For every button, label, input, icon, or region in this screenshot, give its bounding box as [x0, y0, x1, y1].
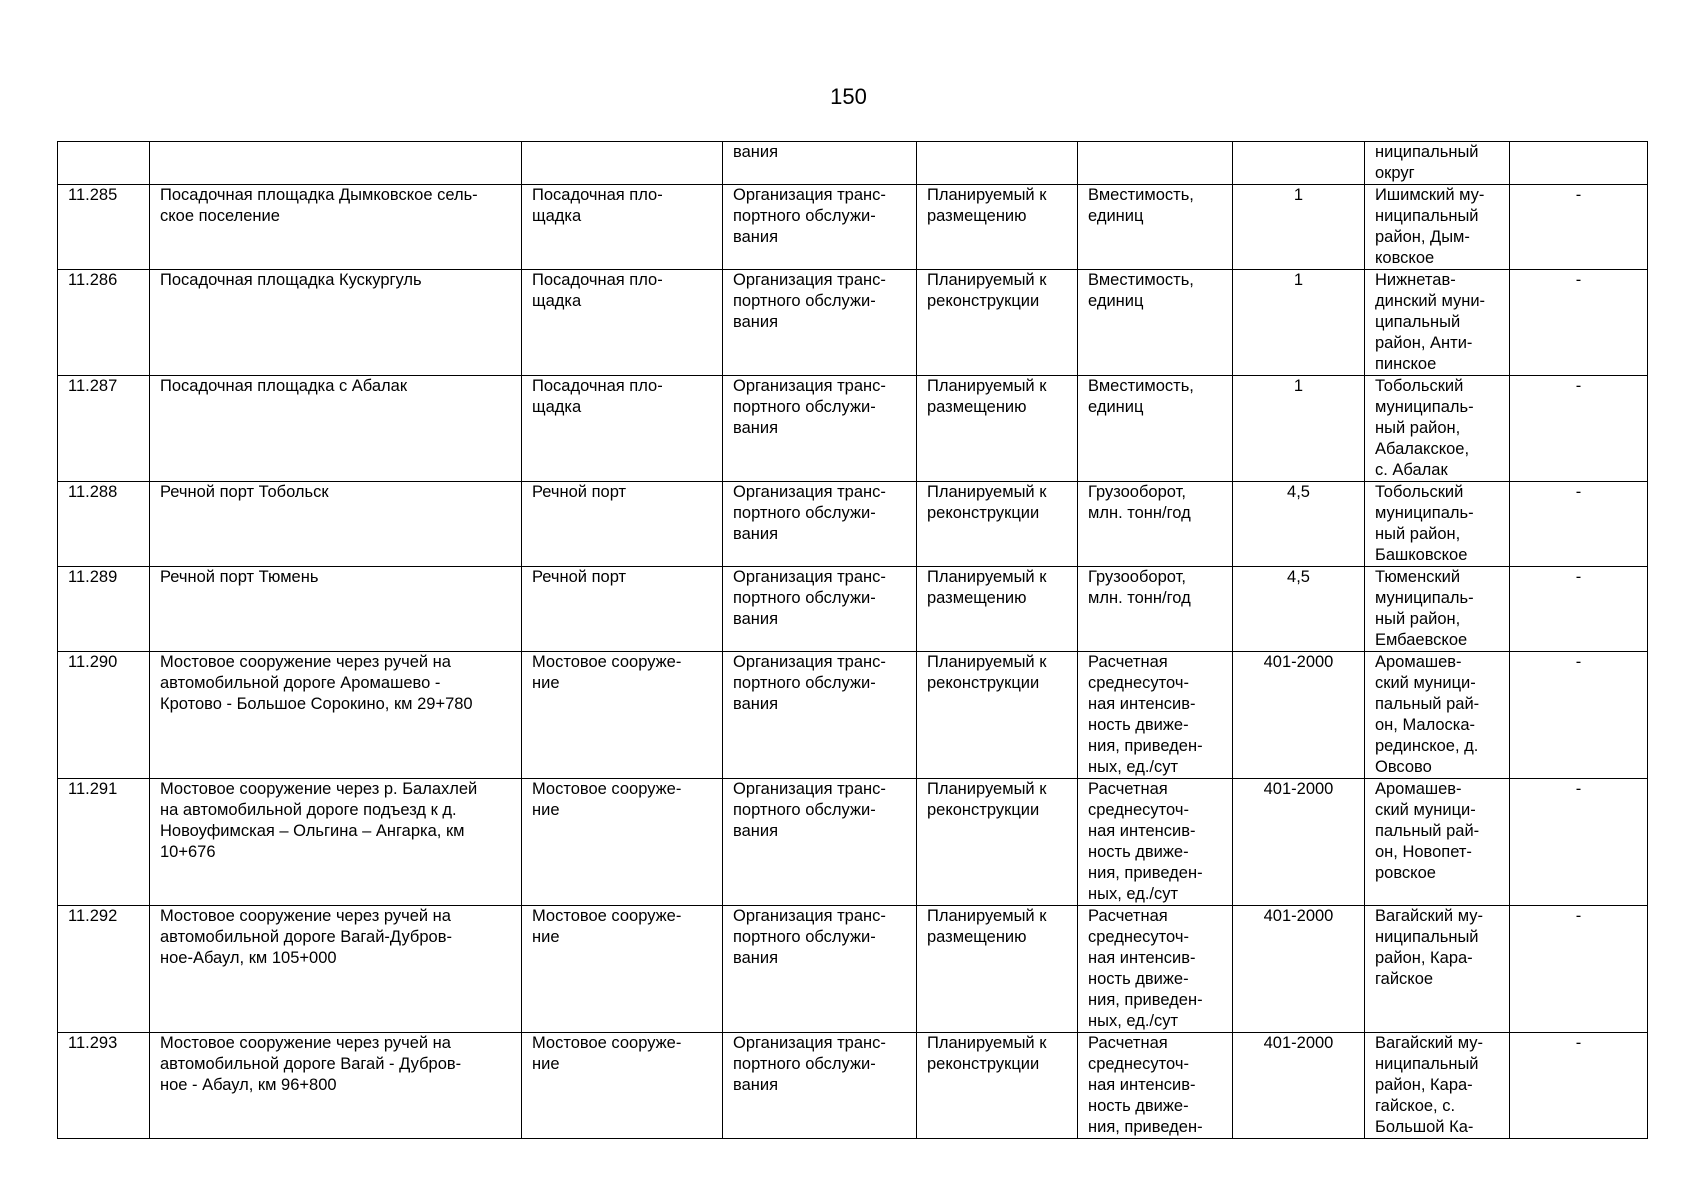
parameter-name: Расчетная среднесуточ- ная интенсив- ность движе- ния, приведен- ных, ед./сут	[1078, 779, 1233, 906]
parameter-name: Вместимость, единиц	[1078, 376, 1233, 482]
parameter-name: Грузооборот, млн. тонн/год	[1078, 482, 1233, 567]
table-row	[58, 142, 1648, 185]
parameter-value	[1233, 142, 1365, 185]
row-number	[58, 142, 150, 185]
object-status: Планируемый к реконструкции	[917, 779, 1078, 906]
object-status: Планируемый к размещению	[917, 376, 1078, 482]
object-location: Тобольский муниципаль- ный район, Абалакское, с. Абалак	[1365, 376, 1510, 482]
row-number: 11.292	[58, 906, 150, 1033]
parameter-name	[1078, 142, 1233, 185]
object-status	[917, 142, 1078, 185]
object-status: Планируемый к реконструкции	[917, 652, 1078, 779]
object-location: ниципальный округ	[1365, 142, 1510, 185]
row-number: 11.287	[58, 376, 150, 482]
parameter-name: Вместимость, единиц	[1078, 270, 1233, 376]
object-purpose: Организация транс- портного обслужи- вания	[723, 185, 917, 270]
object-location: Ишимский му- ниципальный район, Дым- ковское	[1365, 185, 1510, 270]
row-number: 11.288	[58, 482, 150, 567]
object-location: Аромашев- ский муници- пальный рай- он, Малоска- рединское, д. Овсово	[1365, 652, 1510, 779]
object-type: Посадочная пло- щадка	[522, 376, 723, 482]
parameter-name: Расчетная среднесуточ- ная интенсив- ность движе- ния, приведен- ных, ед./сут	[1078, 906, 1233, 1033]
object-name: Мостовое сооружение через ручей на автомобильной дороге Аромашево - Кротово - Большое Сорокино, км 29+780	[150, 652, 522, 779]
object-note	[1510, 142, 1648, 185]
object-note: -	[1510, 270, 1648, 376]
object-note: -	[1510, 482, 1648, 567]
parameter-value: 4,5	[1233, 482, 1365, 567]
object-purpose: Организация транс- портного обслужи- вания	[723, 1033, 917, 1139]
object-type: Мостовое сооруже- ние	[522, 906, 723, 1033]
parameter-value: 1	[1233, 270, 1365, 376]
object-type: Речной порт	[522, 482, 723, 567]
object-note: -	[1510, 376, 1648, 482]
parameter-name: Грузооборот, млн. тонн/год	[1078, 567, 1233, 652]
table-row	[58, 482, 1648, 567]
object-location: Вагайский му- ниципальный район, Кара- гайское	[1365, 906, 1510, 1033]
object-type	[522, 142, 723, 185]
object-name: Посадочная площадка Кускургуль	[150, 270, 522, 376]
parameter-value: 1	[1233, 185, 1365, 270]
parameter-value: 401-2000	[1233, 652, 1365, 779]
parameter-value: 1	[1233, 376, 1365, 482]
object-name: Посадочная площадка с Абалак	[150, 376, 522, 482]
parameter-value: 401-2000	[1233, 1033, 1365, 1139]
object-purpose: Организация транс- портного обслужи- вания	[723, 906, 917, 1033]
object-note: -	[1510, 1033, 1648, 1139]
object-location: Аромашев- ский муници- пальный рай- он, Новопет- ровское	[1365, 779, 1510, 906]
table-row	[58, 270, 1648, 376]
object-name: Мостовое сооружение через ручей на автомобильной дороге Вагай - Дубров- ное - Абаул, км 96+800	[150, 1033, 522, 1139]
object-name	[150, 142, 522, 185]
object-location: Вагайский му- ниципальный район, Кара- гайское, с. Большой Ка-	[1365, 1033, 1510, 1139]
object-name: Посадочная площадка Дымковское сель- ское поселение	[150, 185, 522, 270]
object-purpose: Организация транс- портного обслужи- вания	[723, 376, 917, 482]
table-body	[58, 142, 1648, 1139]
object-note: -	[1510, 567, 1648, 652]
page-number: 150	[830, 84, 867, 109]
object-status: Планируемый к реконструкции	[917, 270, 1078, 376]
table-row	[58, 1033, 1648, 1139]
object-type: Мостовое сооруже- ние	[522, 1033, 723, 1139]
table-row	[58, 185, 1648, 270]
row-number: 11.291	[58, 779, 150, 906]
object-location: Тобольский муниципаль- ный район, Башковское	[1365, 482, 1510, 567]
parameter-name: Расчетная среднесуточ- ная интенсив- ность движе- ния, приведен- ных, ед./сут	[1078, 652, 1233, 779]
object-purpose: Организация транс- портного обслужи- вания	[723, 270, 917, 376]
parameter-name: Вместимость, единиц	[1078, 185, 1233, 270]
object-name: Мостовое сооружение через ручей на автомобильной дороге Вагай-Дубров- ное-Абаул, км 105+000	[150, 906, 522, 1033]
parameter-value: 401-2000	[1233, 906, 1365, 1033]
object-note: -	[1510, 652, 1648, 779]
facilities-table	[57, 141, 1648, 1139]
parameter-name: Расчетная среднесуточ- ная интенсив- ность движе- ния, приведен-	[1078, 1033, 1233, 1139]
row-number: 11.293	[58, 1033, 150, 1139]
object-name: Речной порт Тобольск	[150, 482, 522, 567]
object-status: Планируемый к размещению	[917, 906, 1078, 1033]
table-row	[58, 906, 1648, 1033]
object-note: -	[1510, 779, 1648, 906]
object-purpose: Организация транс- портного обслужи- вания	[723, 482, 917, 567]
row-number: 11.285	[58, 185, 150, 270]
object-type: Мостовое сооруже- ние	[522, 779, 723, 906]
object-status: Планируемый к размещению	[917, 567, 1078, 652]
object-name: Мостовое сооружение через р. Балахлей на автомобильной дороге подъезд к д. Новоуфимская – Ольгина – Ангарка, км 10+676	[150, 779, 522, 906]
object-purpose: Организация транс- портного обслужи- вания	[723, 779, 917, 906]
parameter-value: 401-2000	[1233, 779, 1365, 906]
object-note: -	[1510, 906, 1648, 1033]
object-type: Посадочная пло- щадка	[522, 270, 723, 376]
object-note: -	[1510, 185, 1648, 270]
row-number: 11.289	[58, 567, 150, 652]
table-row	[58, 567, 1648, 652]
object-purpose: вания	[723, 142, 917, 185]
object-type: Мостовое сооруже- ние	[522, 652, 723, 779]
table-row	[58, 376, 1648, 482]
object-type: Посадочная пло- щадка	[522, 185, 723, 270]
object-status: Планируемый к реконструкции	[917, 1033, 1078, 1139]
object-type: Речной порт	[522, 567, 723, 652]
table-row	[58, 779, 1648, 906]
row-number: 11.290	[58, 652, 150, 779]
object-status: Планируемый к реконструкции	[917, 482, 1078, 567]
table-row	[58, 652, 1648, 779]
object-status: Планируемый к размещению	[917, 185, 1078, 270]
object-name: Речной порт Тюмень	[150, 567, 522, 652]
object-location: Тюменский муниципаль- ный район, Ембаевское	[1365, 567, 1510, 652]
object-location: Нижнетав- динский муни- ципальный район, Анти- пинское	[1365, 270, 1510, 376]
row-number: 11.286	[58, 270, 150, 376]
object-purpose: Организация транс- портного обслужи- вания	[723, 652, 917, 779]
object-purpose: Организация транс- портного обслужи- вания	[723, 567, 917, 652]
parameter-value: 4,5	[1233, 567, 1365, 652]
